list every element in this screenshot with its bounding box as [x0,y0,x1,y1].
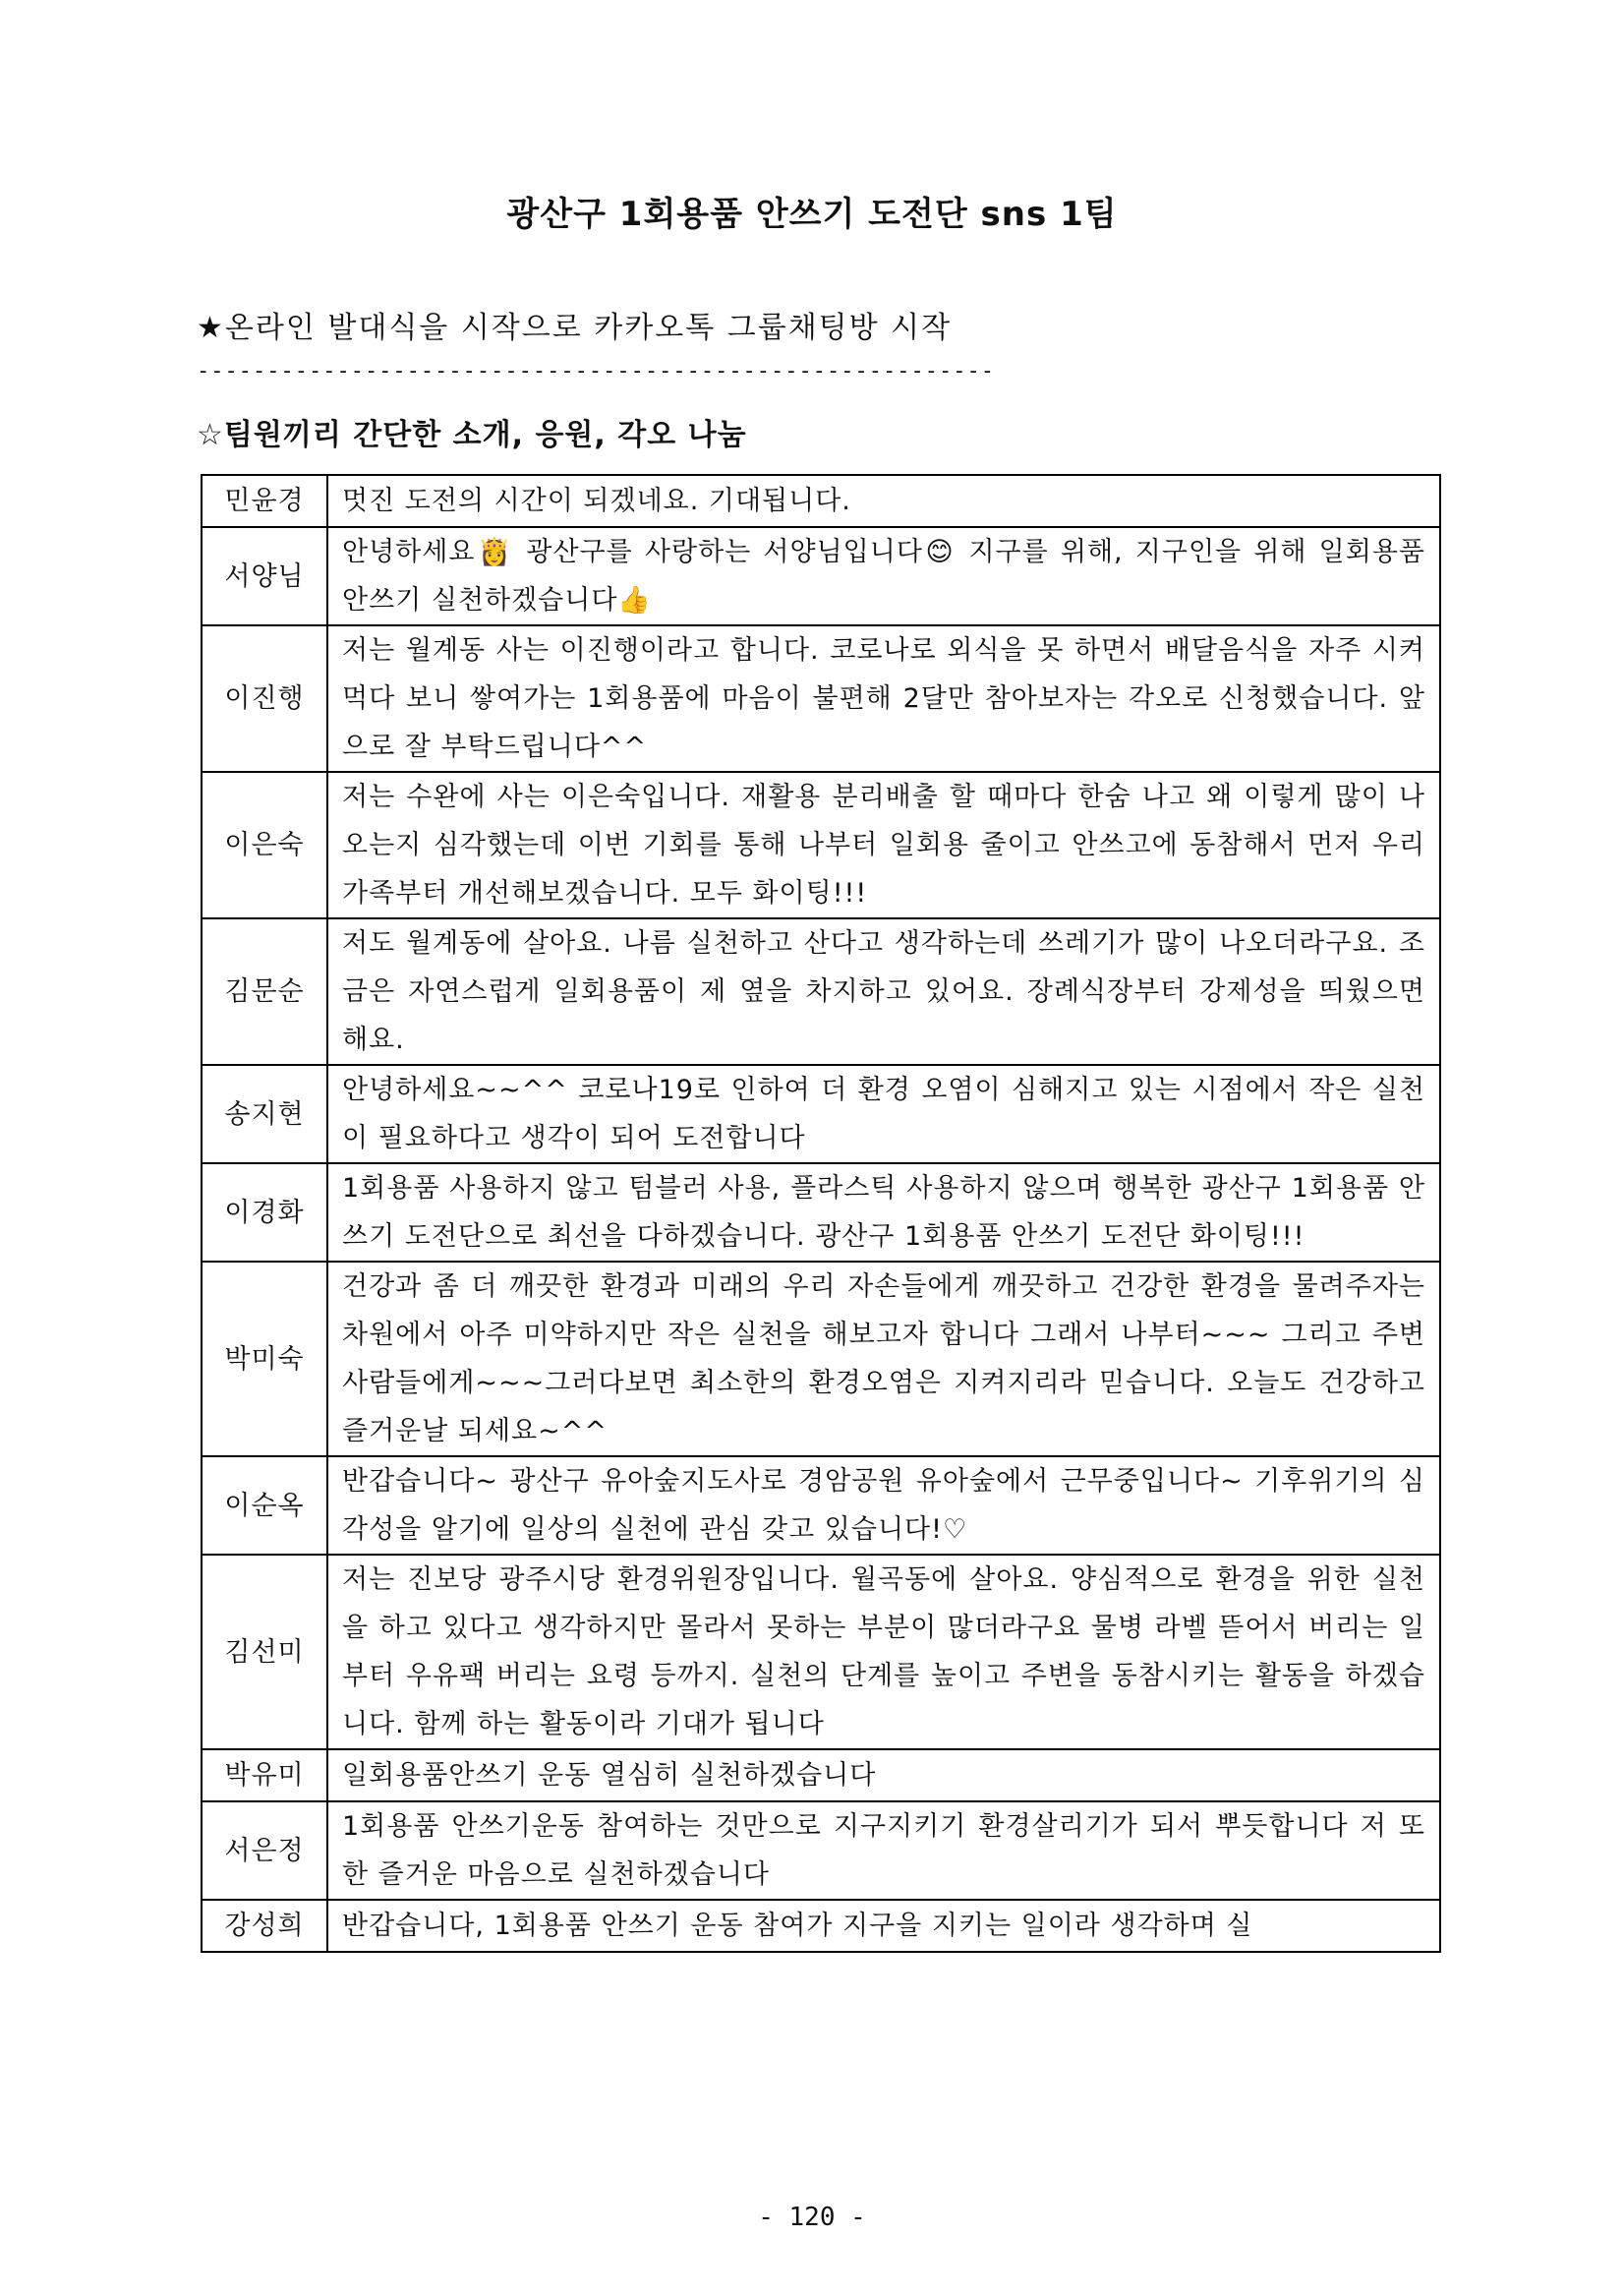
member-message: 저는 수완에 사는 이은숙입니다. 재활용 분리배출 할 때마다 한숨 나고 왜 이렇게 많이 나오는지 심각했는데 이번 기회를 통해 나부터 일회용 줄이고 안쓰고에 동참해서 먼저 우리 가족부터 개선해보겠습니다. 모두 화이팅!!! [327,772,1440,918]
table-row [202,1749,1440,1801]
table-row [202,918,1440,1065]
member-message: 안녕하세요👸 광산구를 사랑하는 서양님입니다😊 지구를 위해, 지구인을 위해 일회용품 안쓰기 실천하겠습니다👍 [327,527,1440,625]
member-name: 이순옥 [202,1456,327,1555]
member-message: 건강과 좀 더 깨끗한 환경과 미래의 우리 자손들에게 깨끗하고 건강한 환경을 물려주자는 차원에서 아주 미약하지만 작은 실천을 해보고자 합니다 그래서 나부터~~~ 그리고 주변 사람들에게~~~그러다보면 최소한의 환경오염은 지켜지리라 믿습니다. 오늘도 건강하고 즐거운날 되세요~^^ [327,1262,1440,1456]
member-name: 송지현 [202,1065,327,1163]
member-message: 저는 진보당 광주시당 환경위원장입니다. 월곡동에 살아요. 양심적으로 환경을 위한 실천을 하고 있다고 생각하지만 몰라서 못하는 부분이 많더라구요 물병 라벨 뜯어서 버리는 일부터 우유팩 버리는 요령 등까지. 실천의 단계를 높이고 주변을 동참시키는 활동을 하겠습니다. 함께 하는 활동이라 기대가 됩니다 [327,1555,1440,1749]
table-row [202,527,1440,625]
member-name: 이은숙 [202,772,327,918]
member-name: 강성희 [202,1900,327,1952]
member-message: 1회용품 사용하지 않고 텀블러 사용, 플라스틱 사용하지 않으며 행복한 광산구 1회용품 안쓰기 도전단으로 최선을 다하겠습니다. 광산구 1회용품 안쓰기 도전단 화이팅!!! [327,1163,1440,1262]
member-name: 서양님 [202,527,327,625]
member-message: 반갑습니다, 1회용품 안쓰기 운동 참여가 지구을 지키는 일이라 생각하며 실 [327,1900,1440,1952]
table-row [202,1065,1440,1163]
table-row [202,1900,1440,1952]
member-name: 이경화 [202,1163,327,1262]
member-message: 1회용품 안쓰기운동 참여하는 것만으로 지구지키기 환경살리기가 되서 뿌듯합니다 저 또한 즐거운 마음으로 실천하겠습니다 [327,1801,1440,1900]
table-row [202,772,1440,918]
document-title: 광산구 1회용품 안쓰기 도전단 sns 1팀 [506,195,1118,234]
member-table [201,474,1441,1953]
member-name: 김문순 [202,918,327,1065]
intro-line: ★온라인 발대식을 시작으로 카카오톡 그룹채팅방 시작 [197,311,953,345]
member-name: 이진행 [202,625,327,772]
member-message: 안녕하세요~~^^ 코로나19로 인하여 더 환경 오염이 심해지고 있는 시점에서 작은 실천이 필요하다고 생각이 되어 도전합니다 [327,1065,1440,1163]
table-row [202,1262,1440,1456]
table-row [202,1555,1440,1749]
section-heading: ☆팀원끼리 간단한 소개, 응원, 각오 나눔 [197,418,747,452]
table-row [202,625,1440,772]
member-message: 일회용품안쓰기 운동 열심히 실천하겠습니다 [327,1749,1440,1801]
member-name: 박미숙 [202,1262,327,1456]
table-row [202,475,1440,527]
member-name: 김선미 [202,1555,327,1749]
table-row [202,1163,1440,1262]
member-name: 민윤경 [202,475,327,527]
member-message: 저도 월계동에 살아요. 나름 실천하고 산다고 생각하는데 쓰레기가 많이 나오더라구요. 조금은 자연스럽게 일회용품이 제 옆을 차지하고 있어요. 장례식장부터 강제성을 띄웠으면 해요. [327,918,1440,1065]
member-name: 박유미 [202,1749,327,1801]
table-row [202,1801,1440,1900]
member-message: 반갑습니다~ 광산구 유아숲지도사로 경암공원 유아숲에서 근무중입니다~ 기후위기의 심각성을 알기에 일상의 실천에 관심 갖고 있습니다!♡ [327,1456,1440,1555]
member-message: 저는 월계동 사는 이진행이라고 합니다. 코로나로 외식을 못 하면서 배달음식을 자주 시켜 먹다 보니 쌓여가는 1회용품에 마음이 불편해 2달만 참아보자는 각오로 신청했습니다. 앞으로 잘 부탁드립니다^^ [327,625,1440,772]
table-row [202,1456,1440,1555]
member-message: 멋진 도전의 시간이 되겠네요. 기대됩니다. [327,475,1440,527]
divider-line: --------------------------------------------------------- [197,359,995,383]
member-name: 서은정 [202,1801,327,1900]
page-number: - 120 - [758,2203,866,2232]
